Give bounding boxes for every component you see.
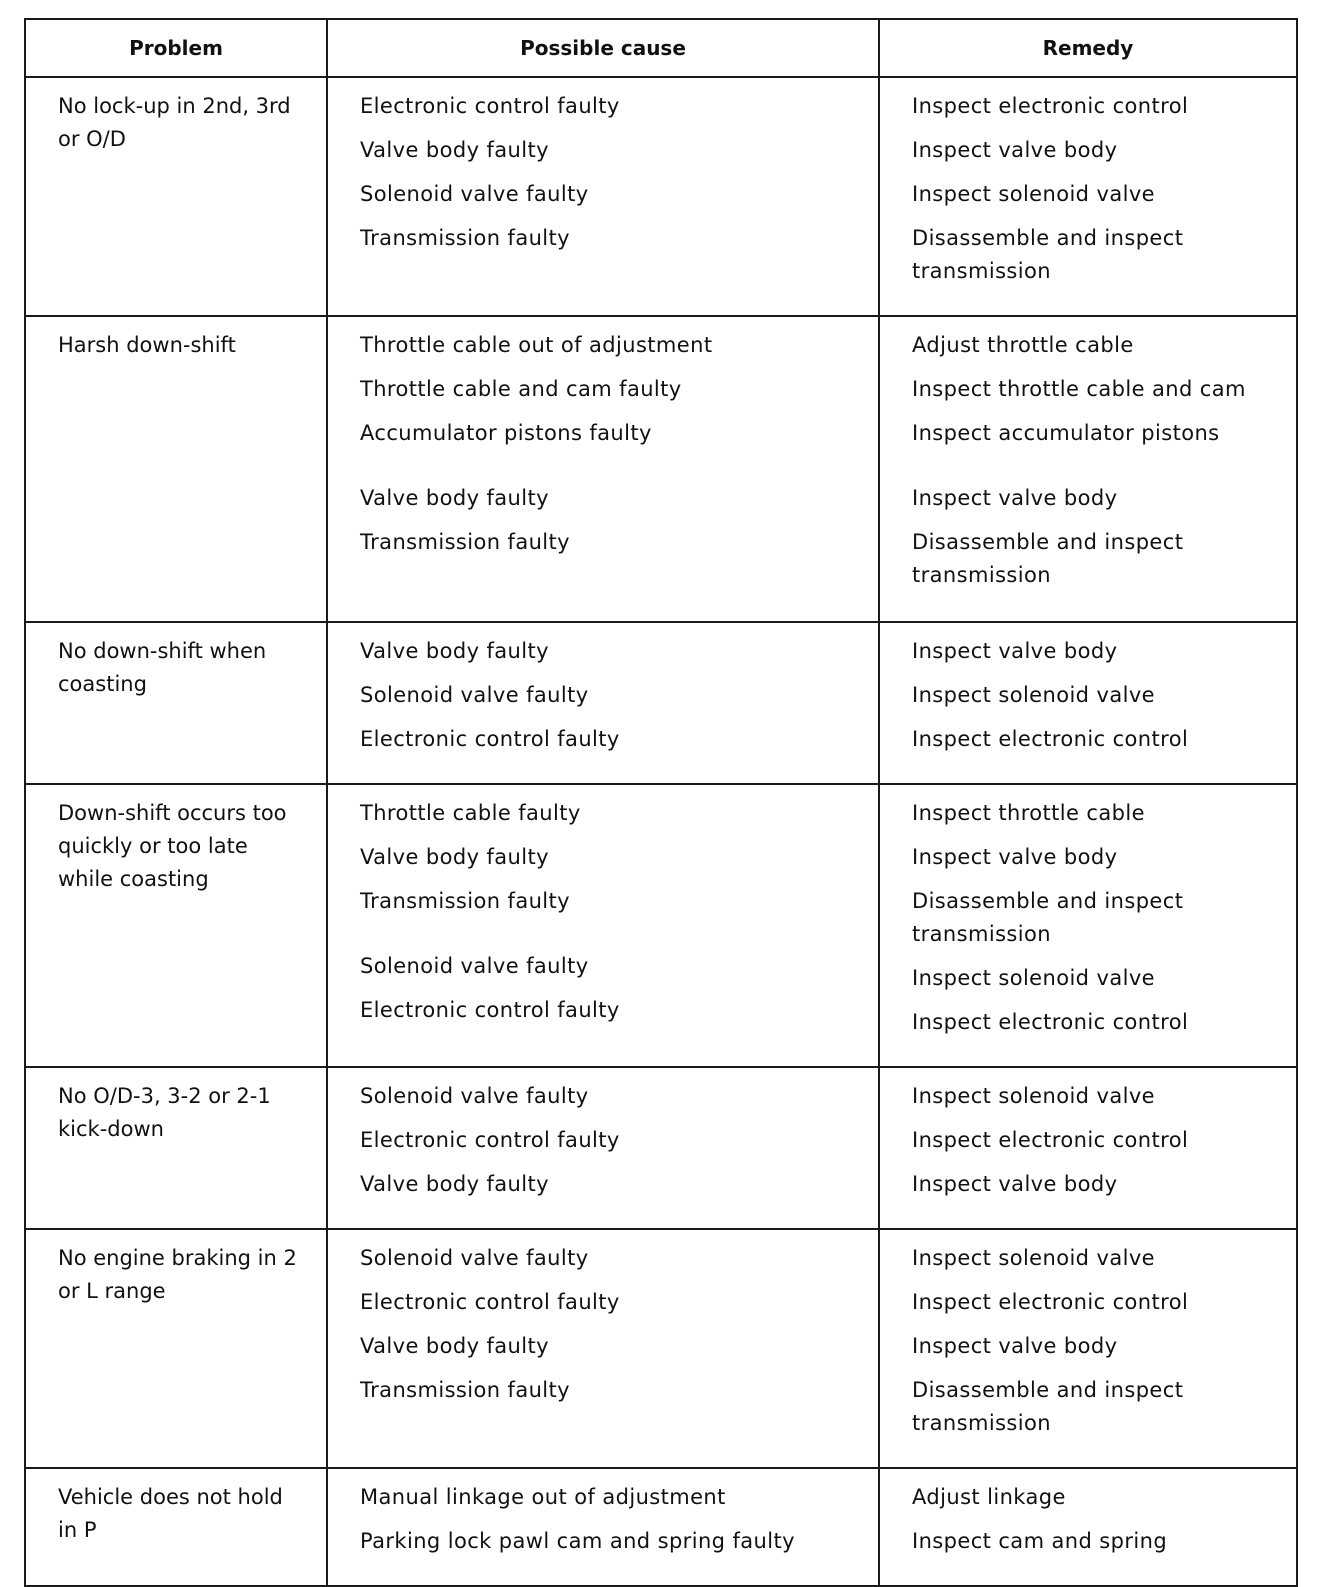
cause-item: Solenoid valve faulty <box>360 182 589 206</box>
remedy-cell <box>879 1468 1297 1586</box>
problem-cell: No lock-up in 2nd, 3rd or O/D <box>25 77 327 316</box>
cause-cell <box>327 622 879 784</box>
cause-item: Solenoid valve faulty <box>360 683 589 707</box>
cause-item: Electronic control faulty <box>360 1128 620 1152</box>
remedy-item: Inspect valve body <box>912 1172 1118 1196</box>
problem-cell: Harsh down-shift <box>25 316 327 622</box>
cause-item: Valve body faulty <box>360 486 549 510</box>
remedy-item: Inspect solenoid valve <box>912 683 1155 707</box>
cause-item: Electronic control faulty <box>360 1290 620 1314</box>
cause-item: Electronic control faulty <box>360 94 620 118</box>
remedy-item: Inspect accumulator pistons <box>912 421 1220 445</box>
table-row <box>25 622 1297 784</box>
remedy-item: Inspect electronic control <box>912 1128 1189 1152</box>
problem-cell: No engine braking in 2 or L range <box>25 1229 327 1468</box>
cause-item: Solenoid valve faulty <box>360 1084 589 1108</box>
problem-cell: Vehicle does not hold in P <box>25 1468 327 1586</box>
remedy-item: Inspect electronic control <box>912 1010 1189 1034</box>
table-row <box>25 784 1297 1067</box>
remedy-item: Inspect electronic control <box>912 94 1189 118</box>
cause-cell <box>327 316 879 622</box>
cause-cell <box>327 1468 879 1586</box>
cause-item: Valve body faulty <box>360 639 549 663</box>
cause-item: Accumulator pistons faulty <box>360 421 652 445</box>
cause-item: Electronic control faulty <box>360 727 620 751</box>
cause-item: Throttle cable faulty <box>360 801 581 825</box>
remedy-item: Disassemble and inspect transmission <box>912 226 1184 283</box>
remedy-cell <box>879 1229 1297 1468</box>
remedy-item: Inspect solenoid valve <box>912 1246 1155 1270</box>
remedy-item: Inspect solenoid valve <box>912 182 1155 206</box>
cause-item: Parking lock pawl cam and spring faulty <box>360 1529 795 1553</box>
cause-item: Transmission faulty <box>360 530 571 554</box>
cause-cell <box>327 784 879 1067</box>
remedy-item: Inspect solenoid valve <box>912 966 1155 990</box>
remedy-item: Inspect solenoid valve <box>912 1084 1155 1108</box>
remedy-cell <box>879 622 1297 784</box>
cause-item: Throttle cable and cam faulty <box>360 377 682 401</box>
table-row <box>25 316 1297 622</box>
remedy-item: Inspect electronic control <box>912 727 1189 751</box>
remedy-item: Inspect cam and spring <box>912 1529 1168 1553</box>
table-row <box>25 1468 1297 1586</box>
header-problem: Problem <box>25 19 327 77</box>
remedy-item: Disassemble and inspect transmission <box>912 889 1184 946</box>
remedy-cell <box>879 1067 1297 1229</box>
remedy-item: Inspect throttle cable and cam <box>912 377 1246 401</box>
cause-item: Manual linkage out of adjustment <box>360 1485 726 1509</box>
header-row <box>25 19 1297 77</box>
cause-item: Transmission faulty <box>360 1378 571 1402</box>
cause-cell <box>327 1229 879 1468</box>
table-row <box>25 1067 1297 1229</box>
troubleshooting-table <box>24 18 1298 1587</box>
problem-cell: No O/D-3, 3-2 or 2-1 kick-down <box>25 1067 327 1229</box>
table-row <box>25 1229 1297 1468</box>
cause-item: Transmission faulty <box>360 226 571 250</box>
remedy-cell <box>879 77 1297 316</box>
problem-cell: Down-shift occurs too quickly or too late while coasting <box>25 784 327 1067</box>
cause-item: Valve body faulty <box>360 138 549 162</box>
cause-item: Valve body faulty <box>360 845 549 869</box>
remedy-cell <box>879 784 1297 1067</box>
cause-cell <box>327 1067 879 1229</box>
header-remedy: Remedy <box>879 19 1297 77</box>
remedy-cell <box>879 316 1297 622</box>
remedy-item: Inspect electronic control <box>912 1290 1189 1314</box>
remedy-item: Adjust throttle cable <box>912 333 1134 357</box>
cause-item: Throttle cable out of adjustment <box>360 333 713 357</box>
cause-item: Solenoid valve faulty <box>360 1246 589 1270</box>
remedy-item: Inspect throttle cable <box>912 801 1145 825</box>
cause-cell <box>327 77 879 316</box>
cause-item: Transmission faulty <box>360 889 571 913</box>
remedy-item: Inspect valve body <box>912 1334 1118 1358</box>
remedy-item: Inspect valve body <box>912 845 1118 869</box>
remedy-item: Inspect valve body <box>912 639 1118 663</box>
problem-cell: No down-shift when coasting <box>25 622 327 784</box>
cause-item: Electronic control faulty <box>360 998 620 1022</box>
remedy-item: Disassemble and inspect transmission <box>912 530 1184 587</box>
remedy-item: Adjust linkage <box>912 1485 1066 1509</box>
remedy-item: Inspect valve body <box>912 138 1118 162</box>
cause-item: Valve body faulty <box>360 1172 549 1196</box>
remedy-item: Disassemble and inspect transmission <box>912 1378 1184 1435</box>
header-possible-cause: Possible cause <box>327 19 879 77</box>
remedy-item: Inspect valve body <box>912 486 1118 510</box>
cause-item: Valve body faulty <box>360 1334 549 1358</box>
table-row <box>25 77 1297 316</box>
cause-item: Solenoid valve faulty <box>360 954 589 978</box>
